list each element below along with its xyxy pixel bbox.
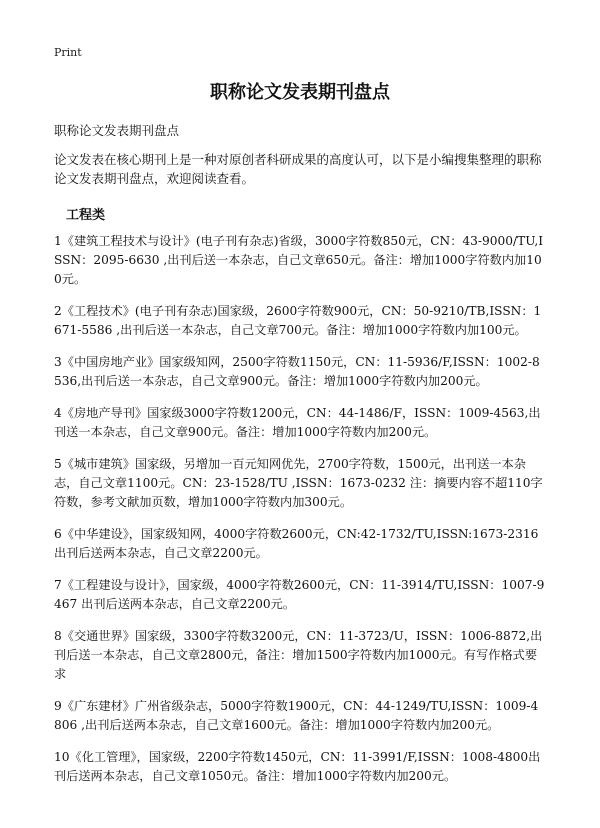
subtitle: 职称论文发表期刊盘点 xyxy=(54,123,180,138)
journal-entry: 3《中国房地产业》国家级知网，2500字符数1150元，CN：11-5936/F,ISSN：1002-8536,出刊后送一本杂志，自己文章900元。备注：增加1000字符数内加200元。 xyxy=(54,355,540,388)
journal-entry: 2《工程技术》(电子刊有杂志)国家级，2600字符数900元，CN：50-9210/TB,ISSN：1671-5586 ,出刊后送一本杂志，自己文章700元。备注：增加1000字符数内加100元。 xyxy=(54,304,542,337)
journal-entry: 9《广东建材》广州省级杂志，5000字符数1900元，CN：44-1249/TU,ISSN：1009-4806 ,出刊后送两本杂志，自己文章1600元。备注：增加1000字符数内加200元。 xyxy=(54,699,539,732)
page-title: 职称论文发表期刊盘点 xyxy=(210,82,390,103)
journal-entry: 4《房地产导刊》国家级3000字符数1200元，CN：44-1486/F，ISSN：1009-4563,出刊送一本杂志，自己文章900元。备注：增加1000字符数内加200元。 xyxy=(54,406,541,439)
journal-list xyxy=(54,232,546,799)
journal-entry: 1《建筑工程技术与设计》(电子刊有杂志)省级，3000字符数850元，CN：43-9000/TU,ISSN：2095-6630 ,出刊后送一本杂志，自己文章650元。备注：增加1000字符数内加100元。 xyxy=(54,234,544,286)
section-heading: 工程类 xyxy=(66,208,106,223)
intro-paragraph: 论文发表在核心期刊上是一种对原创者科研成果的高度认可，以下是小编搜集整理的职称论文发表期刊盘点，欢迎阅读查看。 xyxy=(54,152,542,186)
print-link[interactable]: Print xyxy=(54,46,82,59)
journal-entry: 7《工程建设与设计》，国家级，4000字符数2600元，CN：11-3914/TU,ISSN：1007-9467 出刊后送两本杂志，自己文章2200元。 xyxy=(54,578,545,611)
journal-entry: 8《交通世界》国家级，3300字符数3200元，CN：11-3723/U，ISSN：1006-8872,出刊后送一本杂志，自己文章2800元，备注：增加1500字符数内加1000元。有写作格式要求 xyxy=(54,629,543,681)
journal-entry: 5《城市建筑》国家级，另增加一百元知网优先，2700字符数，1500元，出刊送一本杂志，自己文章1100元。CN：23-1528/TU ,ISSN：1673-0232 注：摘要内容不超110字符数，参考文献加页数，增加1000字符数内加300元。 xyxy=(54,457,543,509)
journal-entry: 6《中华建设》，国家级知网，4000字符数2600元，CN:42-1732/TU,ISSN:1673-2316 出刊后送两本杂志，自己文章2200元。 xyxy=(54,527,539,560)
journal-entry: 10《化工管理》，国家级，2200字符数1450元，CN：11-3991/F,ISSN：1008-4800出刊后送两本杂志，自己文章1050元。备注：增加1000字符数内加200元。 xyxy=(54,750,541,783)
